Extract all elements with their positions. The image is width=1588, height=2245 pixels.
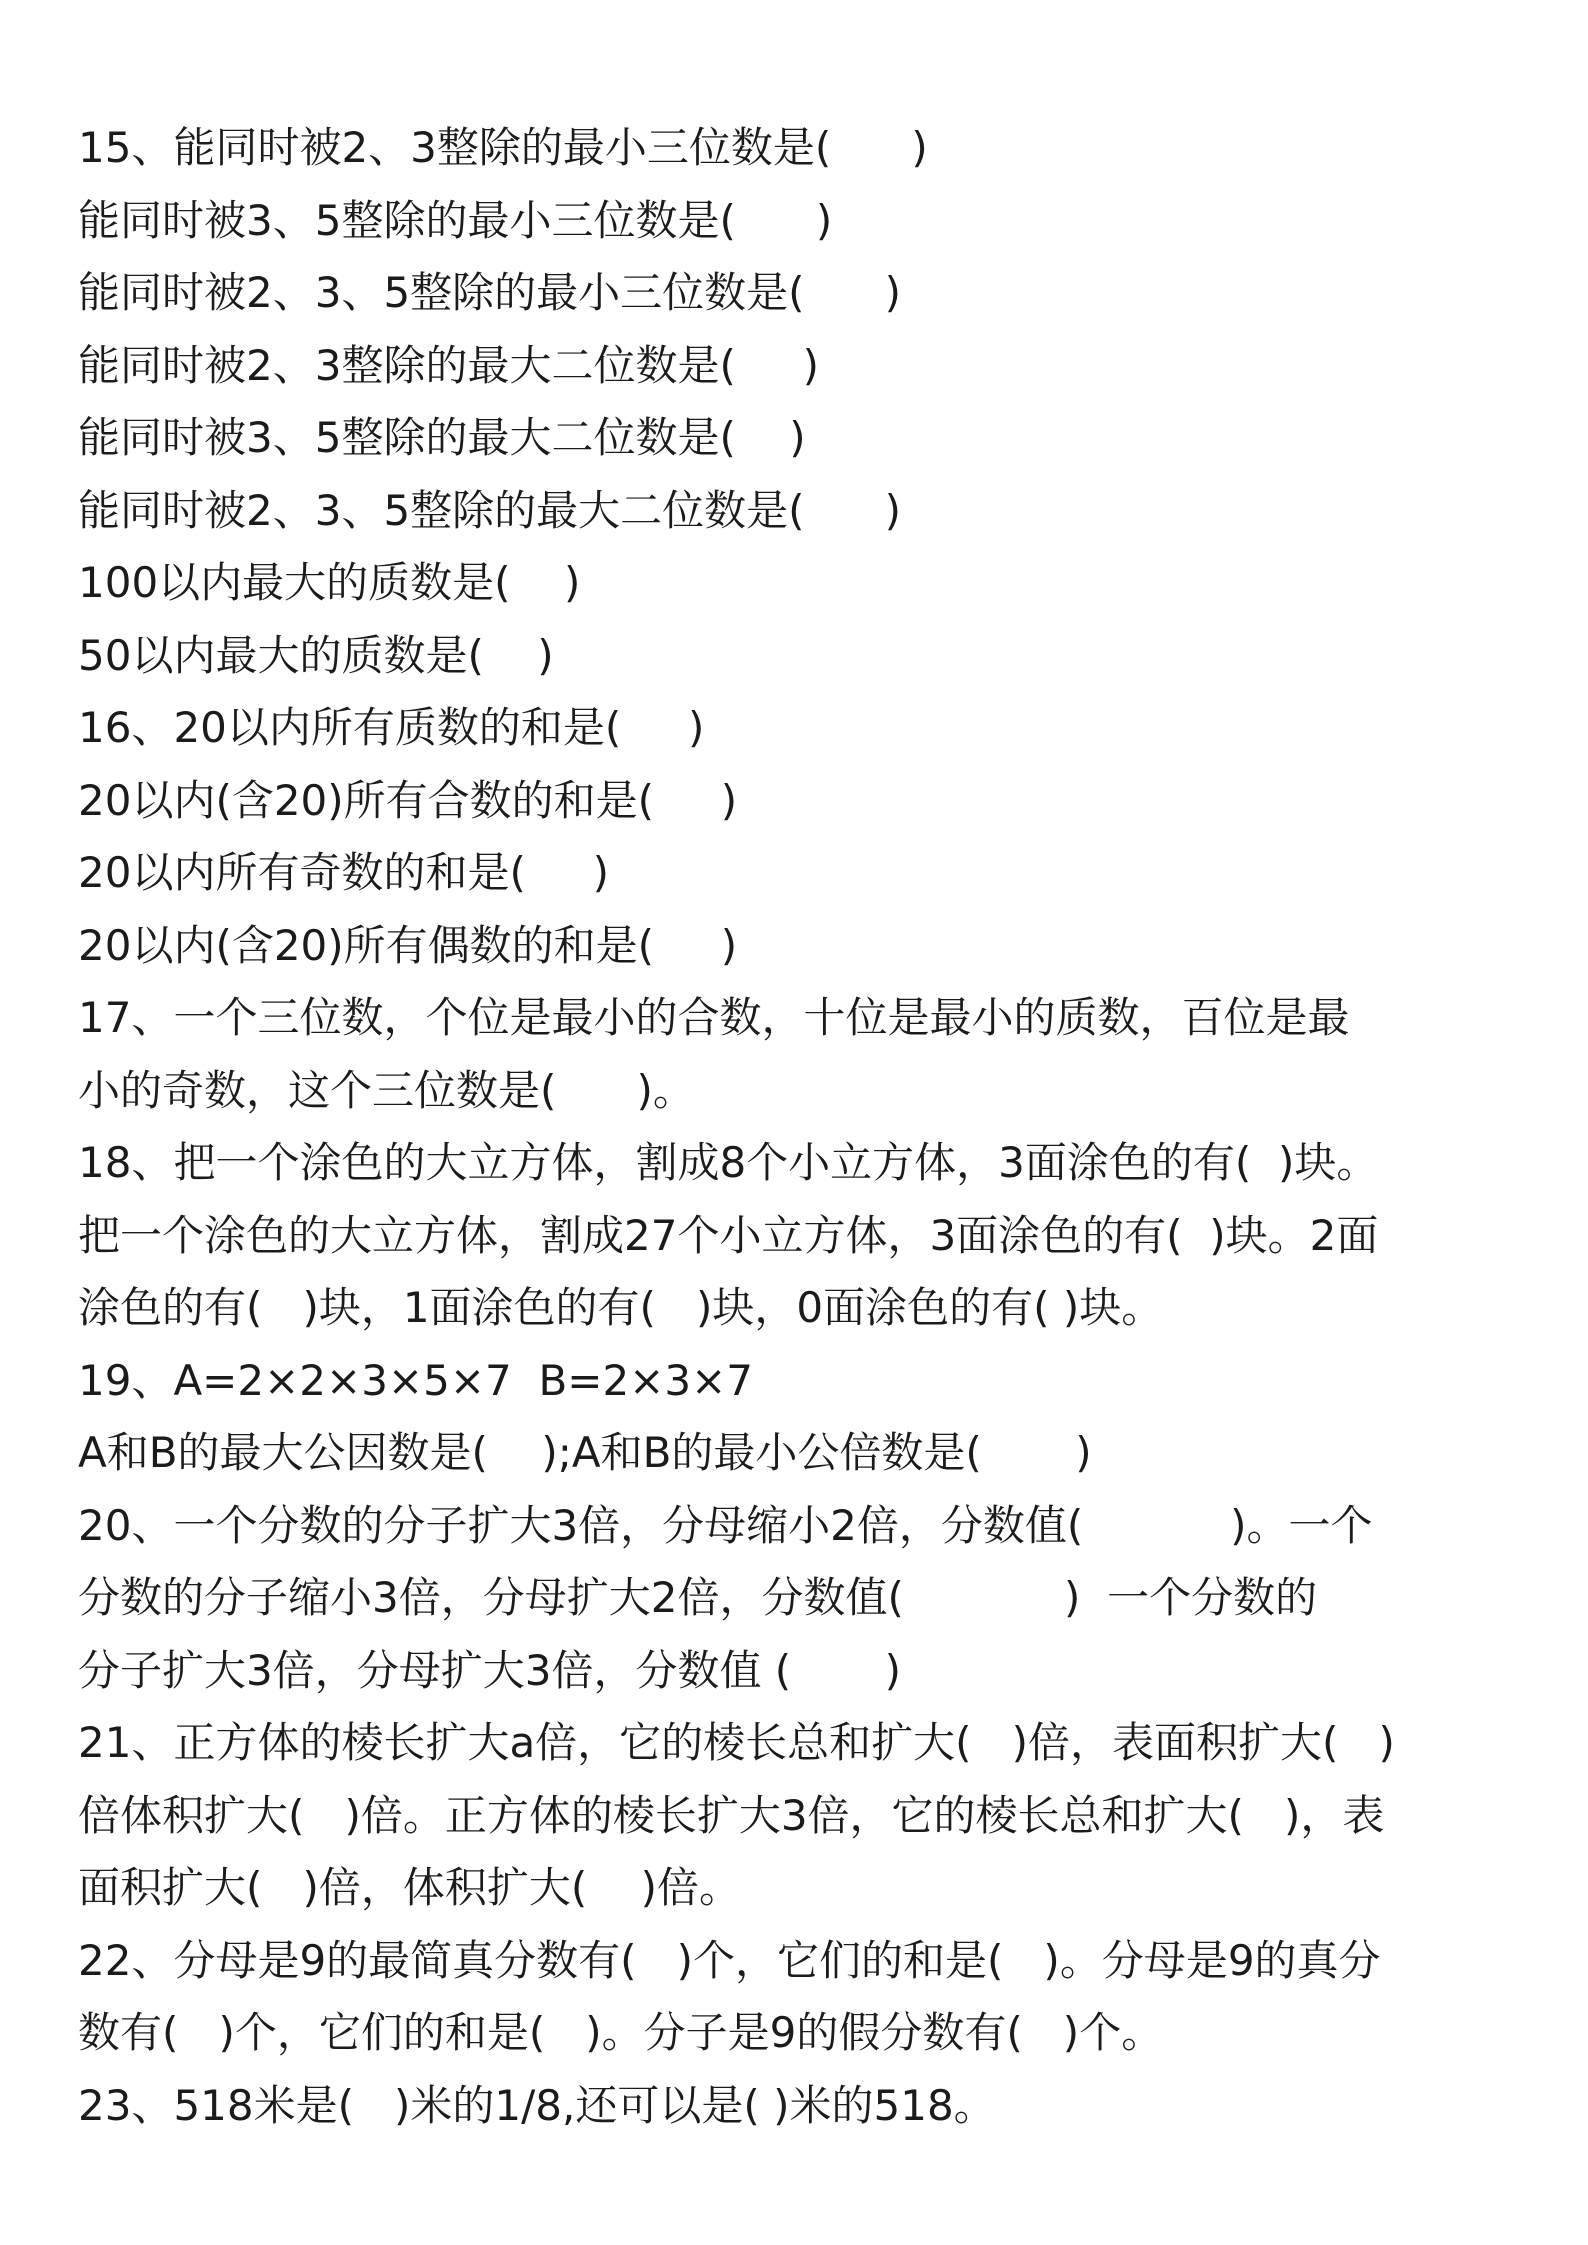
question-15-line-7: 100以内最大的质数是( ) bbox=[78, 558, 581, 607]
question-16-line-4: 20以内(含20)所有偶数的和是( ) bbox=[78, 921, 738, 970]
question-18-line-2: 把一个涂色的大立方体，割成27个小立方体，3面涂色的有( )块。2面 bbox=[78, 1211, 1379, 1260]
question-18-line-3: 涂色的有( )块，1面涂色的有( )块，0面涂色的有( )块。 bbox=[78, 1283, 1164, 1332]
question-17-line-2: 小的奇数，这个三位数是( )。 bbox=[78, 1066, 695, 1115]
question-22-line-1: 22、分母是9的最简真分数有( )个，它们的和是( )。分母是9的真分 bbox=[78, 1936, 1381, 1985]
question-19-line-1: 19、A=2×2×3×5×7 B=2×3×7 bbox=[78, 1356, 753, 1405]
question-18-line-1: 18、把一个涂色的大立方体，割成8个小立方体，3面涂色的有( )块。 bbox=[78, 1138, 1379, 1187]
question-15-line-2: 能同时被3、5整除的最小三位数是( ) bbox=[78, 196, 833, 245]
question-20-line-1: 20、一个分数的分子扩大3倍，分母缩小2倍，分数值( )。一个 bbox=[78, 1501, 1373, 1550]
question-22-line-2: 数有( )个，它们的和是( )。分子是9的假分数有( )个。 bbox=[78, 2008, 1164, 2057]
question-20-line-2: 分数的分子缩小3倍，分母扩大2倍，分数值( ) 一个分数的 bbox=[78, 1573, 1318, 1622]
question-19-line-2: A和B的最大公因数是( );A和B的最小公倍数是( ) bbox=[78, 1428, 1092, 1477]
question-21-line-3: 面积扩大( )倍，体积扩大( )倍。 bbox=[78, 1863, 741, 1912]
question-16-line-2: 20以内(含20)所有合数的和是( ) bbox=[78, 776, 738, 825]
question-21-line-2: 倍体积扩大( )倍。正方体的棱长扩大3倍，它的棱长总和扩大( )，表 bbox=[78, 1791, 1385, 1840]
question-16-line-3: 20以内所有奇数的和是( ) bbox=[78, 848, 609, 897]
question-17-line-1: 17、一个三位数，个位是最小的合数，十位是最小的质数，百位是最 bbox=[78, 993, 1350, 1042]
question-15-line-6: 能同时被2、3、5整除的最大二位数是( ) bbox=[78, 486, 902, 535]
question-20-line-3: 分子扩大3倍，分母扩大3倍，分数值 ( ) bbox=[78, 1646, 902, 1695]
question-23-line-1: 23、518米是( )米的1/8,还可以是( )米的518。 bbox=[78, 2081, 996, 2130]
question-15-line-8: 50以内最大的质数是( ) bbox=[78, 631, 554, 680]
question-15-line-5: 能同时被3、5整除的最大二位数是( ) bbox=[78, 413, 806, 462]
question-15-line-1: 15、能同时被2、3整除的最小三位数是( ) bbox=[78, 123, 928, 172]
question-16-line-1: 16、20以内所有质数的和是( ) bbox=[78, 703, 705, 752]
question-21-line-1: 21、正方体的棱长扩大a倍，它的棱长总和扩大( )倍，表面积扩大( ) bbox=[78, 1718, 1395, 1767]
question-15-line-4: 能同时被2、3整除的最大二位数是( ) bbox=[78, 341, 819, 390]
question-15-line-3: 能同时被2、3、5整除的最小三位数是( ) bbox=[78, 268, 902, 317]
